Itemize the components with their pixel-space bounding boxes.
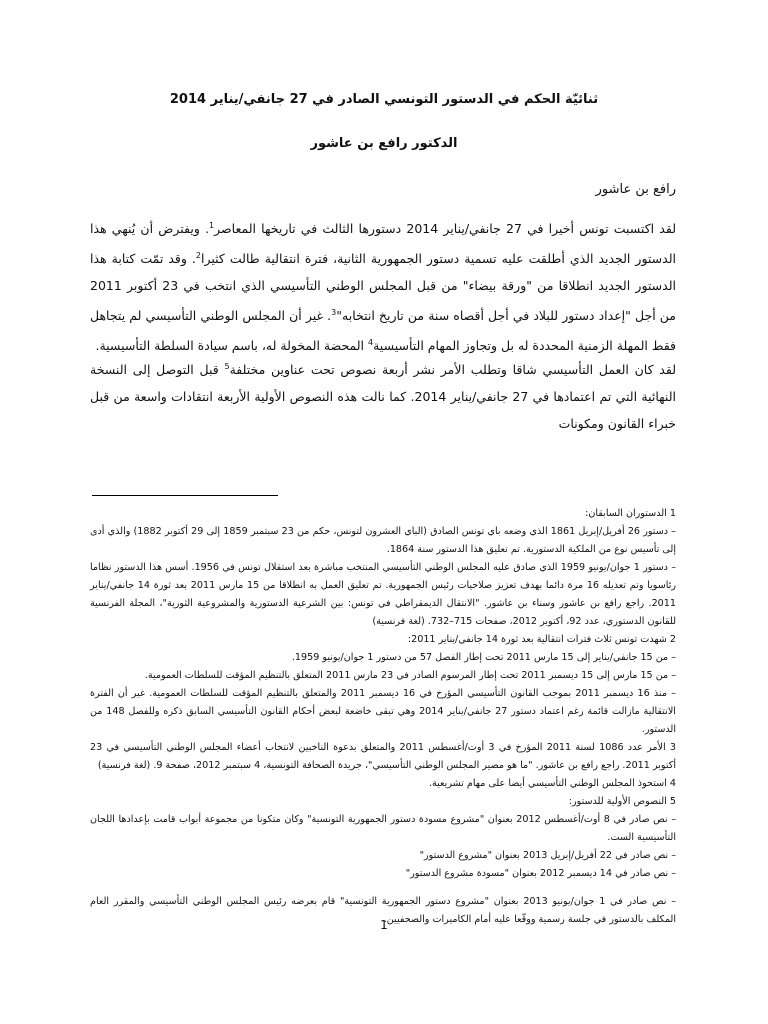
paragraph-2-text-b: قبل التوصل إلى النسخة النهائية التي تم اعتمادها في 27 جانفي/يناير 2014. كما نالت هذه النصوص الأولية الأربعة انتقادات واسعة من قبل خبراء القانون ومكونات: [90, 362, 676, 432]
page-number: 1: [380, 918, 388, 932]
footnote-line: – من 15 مارس إلى 15 ديسمبر 2011 تحت إطار المرسوم الصادر في 23 مارس 2011 المتعلق بالتنظيم المؤقت للسلطات العمومية.: [144, 670, 676, 681]
footnote-line: 5 النصوص الأولية للدستور:: [568, 796, 676, 807]
paragraph-1-text-b: . ويفترض أن يُنهي هذا الدستور الجديد الذي أطلقت عليه تسمية دستور الجمهورية الثانية، فترة انتقالية طالت كثيرا: [90, 221, 676, 267]
footnote-line: – من 15 جانفي/يناير إلى 15 مارس 2011 تحت إطار الفصل 57 من دستور 1 جوان/يونيو 1959.: [291, 652, 676, 663]
paragraph-2-text-a: لقد كان العمل التأسيسي شاقا وتطلب الأمر نشر أربعة نصوص تحت عناوين مختلفة: [229, 362, 676, 378]
footnote-line: – منذ 16 ديسمبر 2011 بموجب القانون التأسيسي المؤرخ في 16 ديسمبر 2011 والمتعلق بالتنظيم المؤقت للسلطات العمومية. غير أن الفترة الانتقالية مازالت قائمة رغم اعتماد دستور 27 جانفي/يناير 2014 وهي تبقى خاضعة لبعض أحكام القانون التأسيسي السابق ذكره وللفصل 148 من الدستور.: [90, 688, 676, 735]
footnote-line: 3 الأمر عدد 1086 لسنة 2011 المؤرخ في 3 أوت/أغسطس 2011 والمتعلق بدعوة الناخبين لانتخاب أعضاء المجلس الوطني التأسيسي في 23 أكتوبر 2011. راجع رافع بن عاشور. "ما هو مصير المجلس الوطني التأسيسي"، جريدة الصحافة التونسية، 4 سبتمبر 2012، صفحة 9. (لغة فرنسية): [90, 742, 676, 771]
document-title: ثنائيّة الحكم في الدستور التونسي الصادر في 27 جانفي/يناير 2014: [169, 92, 599, 107]
paragraph-1-text-a: لقد اكتسبت تونس أخيرا في 27 جانفي/يناير 2014 دستورها الثالث في تاريخها المعاصر: [214, 221, 676, 237]
footnote-separator: [92, 495, 278, 496]
footnote-line: – نص صادر في 22 أفريل/إبريل 2013 بعنوان "مشروع الدستور": [419, 850, 676, 861]
paragraph-1-text-d: . غير أن المجلس الوطني التأسيسي لم يتجاهل فقط المهلة الزمنية المحددة له بل وتجاوز المهام التأسيسية: [90, 308, 676, 354]
footnote-spacer: [90, 883, 676, 893]
footnote-line: 4 استحوذ المجلس الوطني التأسيسي أيضا على مهام تشريعية.: [428, 778, 676, 789]
author-name: الدكتور رافع بن عاشور: [310, 136, 458, 151]
footnote-line: 1 الدستوران السابقان:: [585, 508, 676, 519]
paragraph-1: [90, 212, 676, 360]
paragraph-2: [90, 353, 676, 437]
footnote-ref-1[interactable]: 1: [209, 221, 215, 230]
footnote-line: – دستور 26 أفريل/إبريل 1861 الذي وضعه باي تونس الصادق (الباي العشرون لتونس، حكم من 23 سبتمبر 1859 إلى 29 أكتوبر 1882) والذي أدى إلى تأسيس نوع من الملكية الدستورية. تم تعليق هذا الدستور سنة 1864.: [90, 526, 676, 555]
paragraph-1-text-e: المحضة المخولة له، باسم سيادة السلطة التأسيسية.: [95, 338, 368, 354]
footnote-line: – نص صادر في 1 جوان/يونيو 2013 بعنوان "مشروع دستور الجمهورية التونسية" قام بعرضه رئيس المجلس الوطني التأسيسي والمقرر العام المكلف بالدستور في جلسة رسمية ووقّعا عليه أمام الكاميرات والصحفيين.: [90, 896, 677, 925]
footnote-line: – دستور 1 جوان/يونيو 1959 الذي صادق عليه المجلس الوطني التأسيسي المنتخب مباشرة بعد استقلال تونس في 1956. أسس هذا الدستور نظاما رئاسويا وتم تعديله 16 مرة دائما بهدف تعزيز صلاحيات رئيس الجمهورية. تم تعليق العمل به انطلاقا من 15 مارس 2011 بعد ثورة 14 جانفي/يناير 2011. راجع رافع بن عاشور وسناء بن عاشور. "الانتقال الديمقراطي في تونس: بين الشرعية الدستورية والمشروعية الثورية"، المجلة الفرنسية للقانون الدستوري، عدد 92، أكتوبر 2012، صفحات 715–732. (لغة فرنسية): [90, 562, 676, 627]
footnote-line: 2 شهدت تونس ثلاث فترات انتقالية بعد ثورة 14 جانفي/يناير 2011:: [407, 634, 676, 645]
footnote-line: – نص صادر في 14 ديسمبر 2012 بعنوان "مسودة مشروع الدستور": [405, 868, 676, 879]
footnote-ref-3[interactable]: 3: [331, 308, 337, 318]
footnote-line: – نص صادر في 8 أوت/أغسطس 2012 بعنوان "مشروع مسودة دستور الجمهورية التونسية" وكان متكونا من مجموعة أبواب قامت بإعدادها اللجان التأسيسية الست.: [90, 814, 676, 843]
footnote-ref-2[interactable]: 2: [195, 251, 201, 261]
footnote-ref-4[interactable]: 4: [368, 338, 374, 348]
author-line: رافع بن عاشور: [595, 182, 676, 197]
footnote-ref-5[interactable]: 5: [224, 362, 230, 371]
footnotes: [90, 505, 676, 929]
paragraph-1-text-c: . وقد تمّت كتابة هذا الدستور الجديد انطلاقا من "ورقة بيضاء" من قبل المجلس الوطني التأسيسي الذي انتخب في 23 أكتوبر 2011 من أجل "إعداد دستور للبلاد في أجل أقصاه سنة من تاريخ انتخابه": [90, 251, 677, 324]
